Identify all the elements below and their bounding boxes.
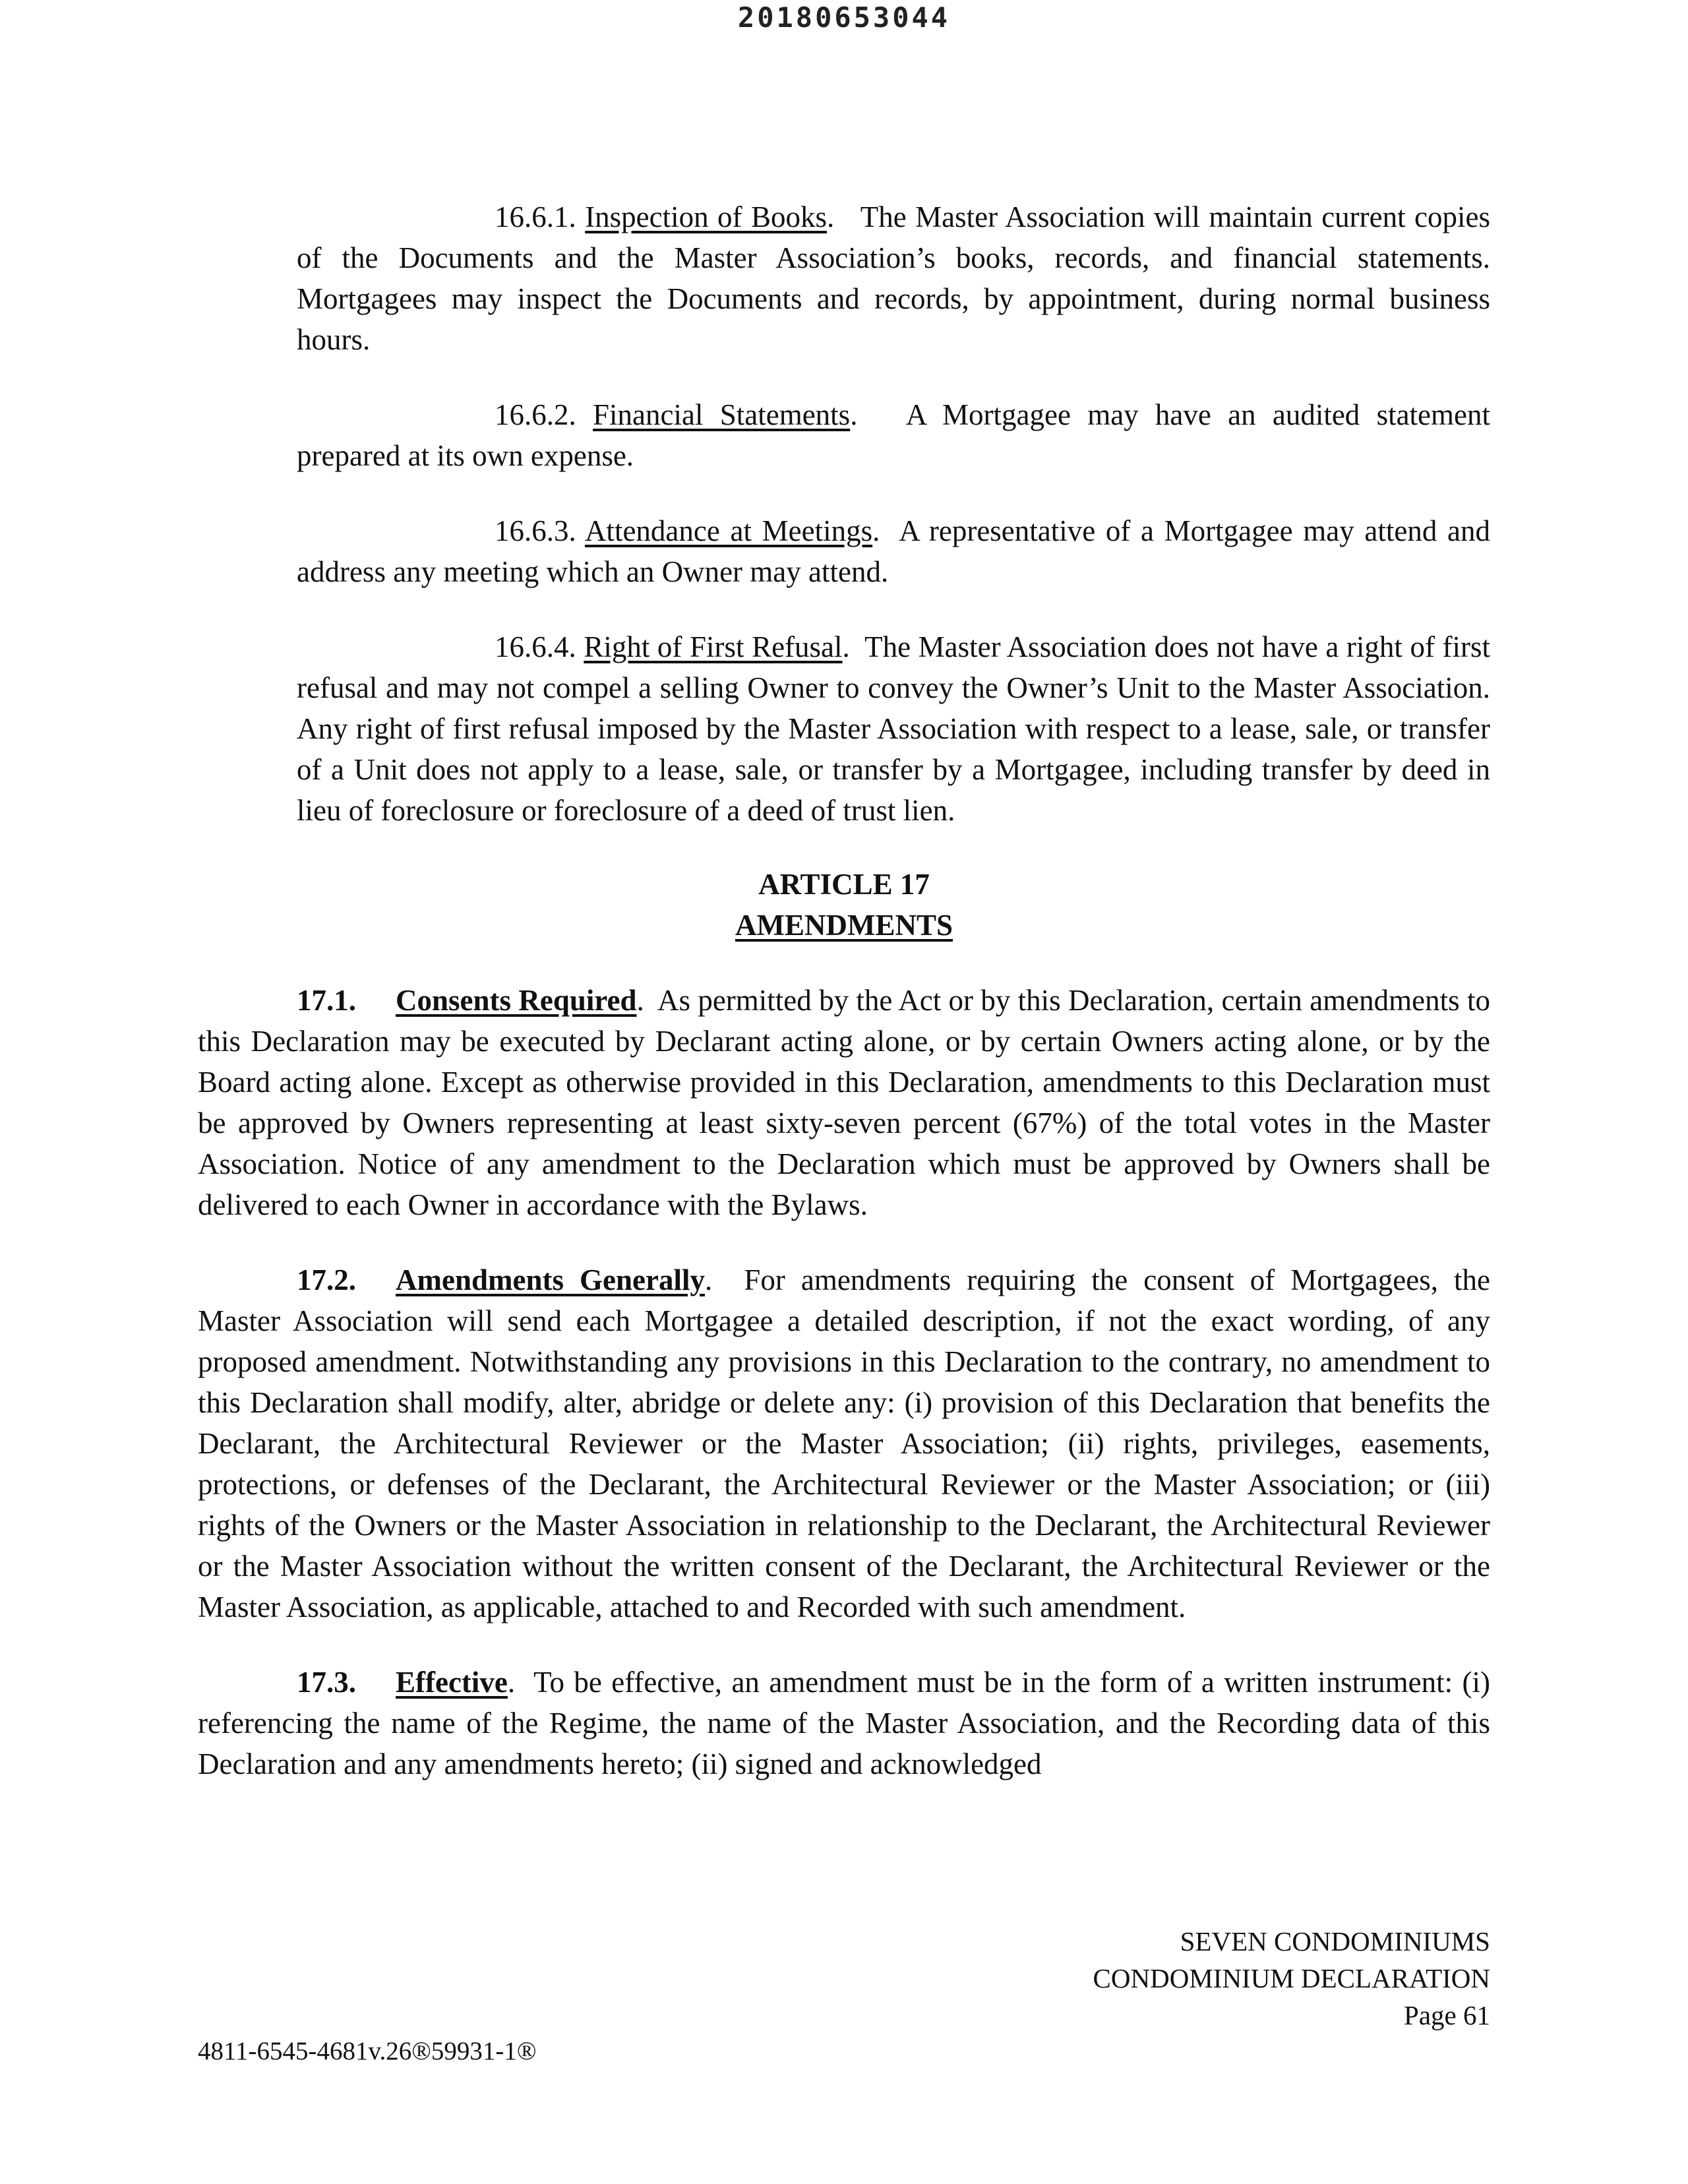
footer-project-name: SEVEN CONDOMINIUMS xyxy=(1180,1926,1490,1957)
section-number: 17.1. xyxy=(297,984,356,1017)
section-number: 17.3. xyxy=(297,1666,356,1699)
paragraph-number: 16.6.1. xyxy=(495,200,576,233)
paragraph-16-6-1: 16.6.1. Inspection of Books. The Master Association will maintain current copies of the Documents and the Master Association’s books, records, and financial statements. Mortgagees may inspect the Documents and records, by appointment, during normal business hours. xyxy=(297,200,1491,356)
paragraph-heading: Attendance at Meetings xyxy=(584,514,873,547)
section-heading: Effective xyxy=(396,1666,508,1699)
paragraph-heading: Inspection of Books xyxy=(585,200,827,233)
document-id: 4811-6545-4681v.26®59931-1® xyxy=(198,2037,537,2065)
section-text: For amendments requiring the consent of Mortgagees, the Master Association will send each Mortgagee a detailed description, if not the exact wording, of any proposed amendment. Notwithstanding any provisions in this Declaration to the contrary, no amendment to this Declaration shall modify, alter, abridge or delete any: (i) provision of this Declaration that benefits the Declarant, the Architectural Reviewer or the Master Association; (ii) rights, privileges, easements, protections, or defenses of the Declarant, the Architectural Reviewer or the Master Association; or (iii) rights of the Owners or the Master Association in relationship to the Declarant, the Architectural Reviewer or the Master Association without the written consent of the Declarant, the Architectural Reviewer or the Master Association, as applicable, attached to and Recorded with such amendment. xyxy=(198,1263,1490,1623)
section-text: To be effective, an amendment must be in the form of a written instrument: (i) referencing the name of the Regime, the name of the Master Association, and the Recording data of this Declaration and any amendments hereto; (ii) signed and acknowledged xyxy=(198,1666,1491,1780)
paragraph-text: A representative of a Mortgagee may attend and address any meeting which an Owner may attend. xyxy=(297,514,1490,588)
article-title: AMENDMENTS xyxy=(735,909,953,942)
paragraph-number: 16.6.2. xyxy=(495,398,576,431)
section-number: 17.2. xyxy=(297,1263,356,1296)
paragraph-heading: Right of First Refusal xyxy=(584,630,843,663)
paragraph-16-6-4: 16.6.4. Right of First Refusal. The Master Association does not have a right of first refusal and may not compel a selling Owner to convey the Owner’s Unit to the Master Association. Any right of first refusal imposed by the Master Association with respect to a lease, sale, or transfer of a Unit does not apply to a lease, sale, or transfer by a Mortgagee, including transfer by deed in lieu of foreclosure or foreclosure of a deed of trust lien. xyxy=(297,630,1491,827)
paragraph-heading: Financial Statements xyxy=(593,398,851,431)
section-17-1: 17.1. Consents Required. As permitted by the Act or by this Declaration, certain amendments to this Declaration may be executed by Declarant acting alone, or by certain Owners acting alone, or by the Board acting alone. Except as otherwise provided in this Declaration, amendments to this Declaration must be approved by Owners representing at least sixty-seven percent (67%) of the total votes in the Master Association. Notice of any amendment to the Declaration which must be approved by Owners shall be delivered to each Owner in accordance with the Bylaws. xyxy=(198,980,1490,1225)
article-number: ARTICLE 17 xyxy=(758,868,930,901)
section-heading: Amendments Generally xyxy=(396,1263,705,1296)
paragraph-number: 16.6.3. xyxy=(495,514,576,547)
paragraph-number: 16.6.4. xyxy=(495,630,576,663)
document-body xyxy=(198,197,1490,1784)
footer-document-name: CONDOMINIUM DECLARATION xyxy=(1093,1963,1490,1993)
section-heading: Consents Required xyxy=(396,984,637,1017)
paragraph-text: A Mortgagee may have an audited statement prepared at its own expense. xyxy=(297,398,1491,472)
paragraph-text: The Master Association will maintain current copies of the Documents and the Master Association’s books, records, and financial statements. Mortgagees may inspect the Documents and records, by appointment, during normal business hours. xyxy=(297,200,1491,356)
section-17-3: 17.3. Effective. To be effective, an amendment must be in the form of a written instrument: (i) referencing the name of the Regime, the name of the Master Association, and the Recording data of this Declaration and any amendments hereto; (ii) signed and acknowledged xyxy=(198,1662,1490,1784)
section-text: As permitted by the Act or by this Declaration, certain amendments to this Declaration may be executed by Declarant acting alone, or by certain Owners acting alone, or by the Board acting alone. Except as otherwise provided in this Declaration, amendments to this Declaration must be approved by Owners representing at least sixty-seven percent (67%) of the total votes in the Master Association. Notice of any amendment to the Declaration which must be approved by Owners shall be delivered to each Owner in accordance with the Bylaws. xyxy=(198,984,1490,1221)
section-17-2: 17.2. Amendments Generally. For amendments requiring the consent of Mortgagees, the Master Association will send each Mortgagee a detailed description, if not the exact wording, of any proposed amendment. Notwithstanding any provisions in this Declaration to the contrary, no amendment to this Declaration shall modify, alter, abridge or delete any: (i) provision of this Declaration that benefits the Declarant, the Architectural Reviewer or the Master Association; (ii) rights, privileges, easements, protections, or defenses of the Declarant, the Architectural Reviewer or the Master Association; or (iii) rights of the Owners or the Master Association in relationship to the Declarant, the Architectural Reviewer or the Master Association without the written consent of the Declarant, the Architectural Reviewer or the Master Association, as applicable, attached to and Recorded with such amendment. xyxy=(198,1259,1490,1627)
paragraph-text: The Master Association does not have a right of first refusal and may not compel a selling Owner to convey the Owner’s Unit to the Master Association. Any right of first refusal imposed by the Master Association with respect to a lease, sale, or transfer of a Unit does not apply to a lease, sale, or transfer by a Mortgagee, including transfer by deed in lieu of foreclosure or foreclosure of a deed of trust lien. xyxy=(297,630,1491,827)
recording-number: 20180653044 xyxy=(737,1,951,34)
paragraph-16-6-3: 16.6.3. Attendance at Meetings. A representative of a Mortgagee may attend and address any meeting which an Owner may attend. xyxy=(297,514,1490,588)
footer-title-block xyxy=(1093,1923,1490,2034)
page-number: Page 61 xyxy=(1404,2000,1490,2030)
paragraph-16-6-2: 16.6.2. Financial Statements. A Mortgagee may have an audited statement prepared at its own expense. xyxy=(297,398,1491,472)
